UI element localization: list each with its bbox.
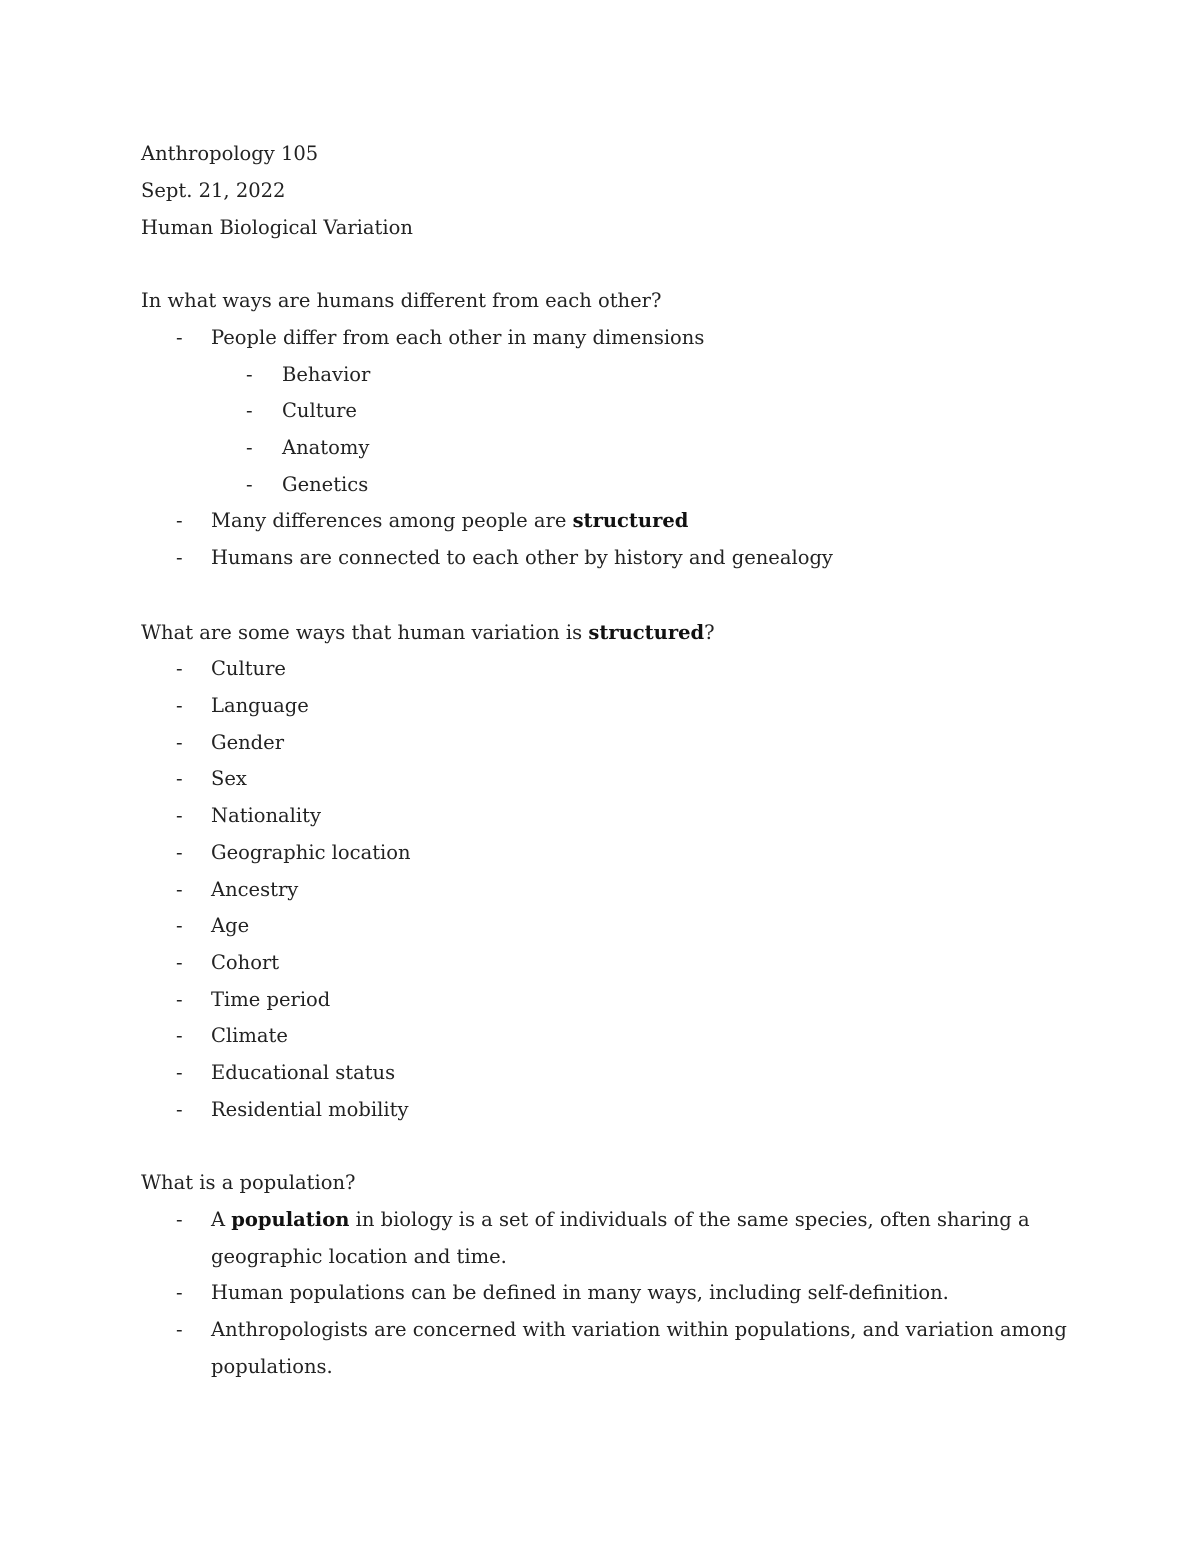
bullet-dash: - (176, 804, 183, 827)
list-item: Sex (211, 767, 247, 790)
item-text: A (211, 1208, 232, 1231)
sub-list-item: Behavior (282, 363, 371, 386)
sub-list-item: Anatomy (282, 436, 370, 459)
list-item: Humans are connected to each other by history and genealogy (211, 546, 833, 569)
sub-list-item: Culture (282, 399, 357, 422)
bullet-dash: - (176, 509, 183, 532)
list-item: Human populations can be defined in many ways, including self-definition. (211, 1281, 949, 1304)
section1-question: In what ways are humans different from each other? (141, 289, 662, 312)
bullet-dash: - (246, 399, 253, 422)
bullet-dash: - (176, 657, 183, 680)
bold-term: population (231, 1208, 350, 1231)
section2-question (141, 614, 715, 651)
bullet-dash: - (176, 694, 183, 717)
item-text: in biology is a set of individuals of the same species, often sharing a (349, 1208, 1030, 1231)
bullet-dash: - (176, 914, 183, 937)
bullet-dash: - (176, 1098, 183, 1121)
list-item: Culture (211, 657, 286, 680)
list-item: Language (211, 694, 309, 717)
question-mark: ? (704, 621, 715, 644)
list-item: Gender (211, 731, 285, 754)
bullet-dash: - (176, 841, 183, 864)
list-item: Nationality (211, 804, 322, 827)
sub-list-item: Genetics (282, 473, 369, 496)
list-item-continuation: populations. (211, 1355, 333, 1378)
list-item: Anthropologists are concerned with variation within populations, and variation among (211, 1318, 1067, 1341)
bullet-dash: - (176, 951, 183, 974)
item-text: Many differences among people are (211, 509, 573, 532)
bullet-dash: - (176, 1208, 183, 1231)
course-title: Anthropology 105 (141, 142, 319, 165)
list-item: Geographic location (211, 841, 411, 864)
list-item: Residential mobility (211, 1098, 409, 1121)
list-item: Time period (211, 988, 331, 1011)
question-text: What are some ways that human variation is (141, 621, 589, 644)
bullet-dash: - (176, 988, 183, 1011)
list-item: Educational status (211, 1061, 396, 1084)
list-item: Climate (211, 1024, 288, 1047)
list-item: Age (211, 914, 250, 937)
bullet-dash: - (176, 1061, 183, 1084)
lecture-topic: Human Biological Variation (141, 216, 413, 239)
bullet-dash: - (176, 1318, 183, 1341)
bullet-dash: - (176, 767, 183, 790)
bold-term: structured (572, 509, 689, 532)
list-item (211, 1201, 1030, 1238)
bullet-dash: - (176, 546, 183, 569)
list-item: Cohort (211, 951, 280, 974)
bullet-dash: - (246, 436, 253, 459)
list-item (211, 502, 688, 539)
bullet-dash: - (176, 1281, 183, 1304)
bullet-dash: - (246, 473, 253, 496)
bold-term: structured (588, 621, 705, 644)
bullet-dash: - (176, 326, 183, 349)
list-item-continuation: geographic location and time. (211, 1245, 507, 1268)
list-item: People differ from each other in many dimensions (211, 326, 705, 349)
bullet-dash: - (246, 363, 253, 386)
bullet-dash: - (176, 731, 183, 754)
lecture-date: Sept. 21, 2022 (141, 179, 286, 202)
bullet-dash: - (176, 878, 183, 901)
bullet-dash: - (176, 1024, 183, 1047)
list-item: Ancestry (211, 878, 299, 901)
section3-question: What is a population? (141, 1171, 356, 1194)
